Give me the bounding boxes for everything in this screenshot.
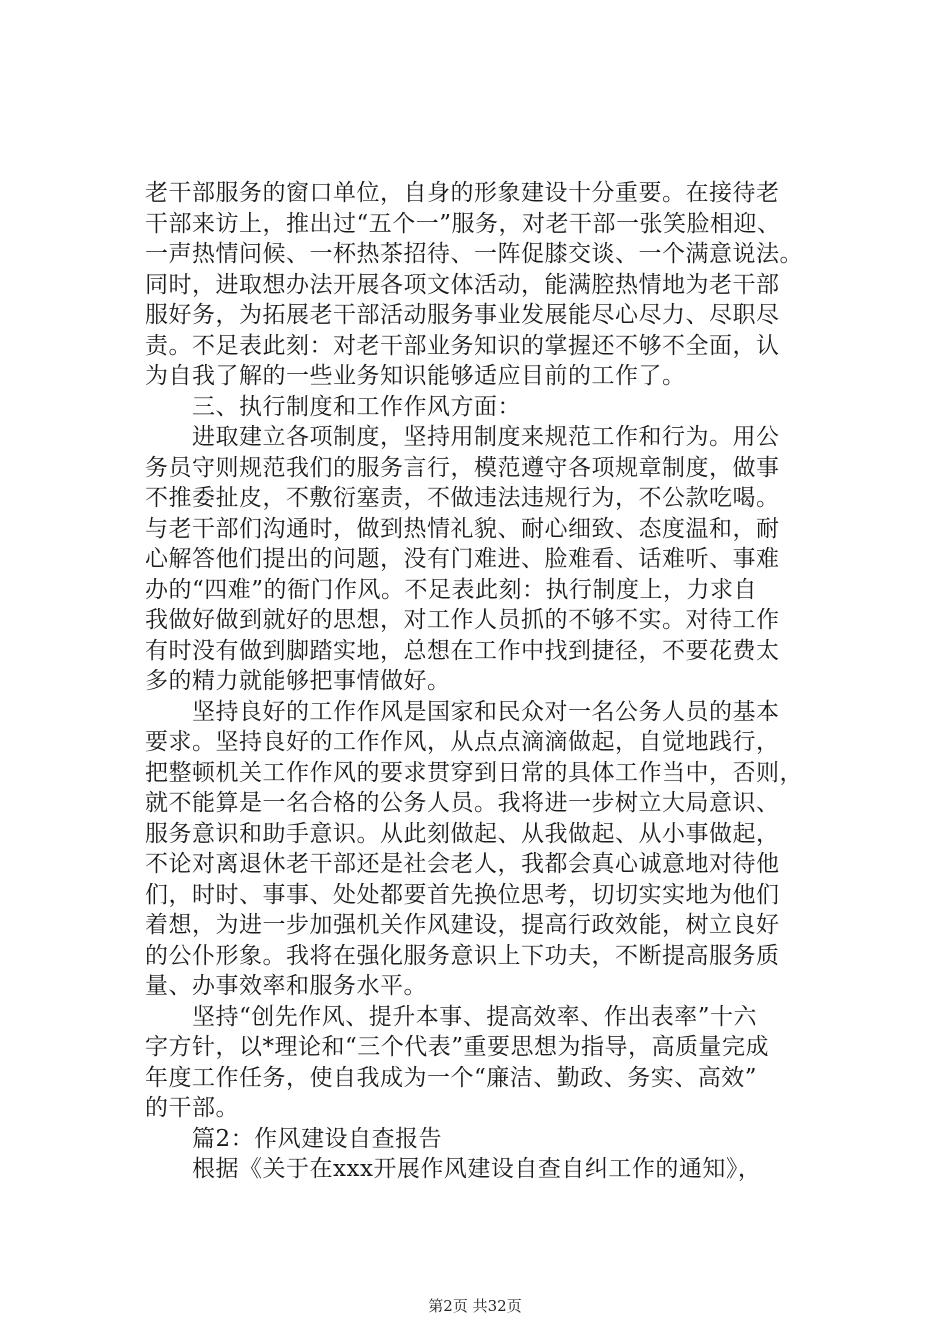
text-line: 多的精力就能够把事情做好。	[145, 668, 451, 694]
text-line: 坚持良好的工作作风是国家和民众对一名公务人员的基本	[145, 698, 780, 725]
text-line: 就不能算是一名合格的公务人员。我将进一步树立大局意识、	[145, 790, 780, 816]
text-line: 根据《关于在xxx开展作风建设自查自纠工作的通知》，	[145, 1156, 762, 1182]
page-footer: 第2页 共32页	[428, 1297, 522, 1315]
text-line: 与老干部们沟通时，做到热情礼貌、耐心细致、态度温和，耐	[145, 515, 780, 542]
text-line: 服好务，为拓展老干部活动服务事业发展能尽心尽力、尽职尽	[145, 302, 780, 328]
text-line: 责。不足表此刻：对老干部业务知识的掌握还不够不全面，认	[145, 332, 780, 359]
text-line: 一声热情问候、一杯热茶招待、一阵促膝交谈、一个满意说法。	[145, 241, 803, 267]
text-line: 量、办事效率和服务水平。	[145, 973, 427, 999]
text-line: 不推委扯皮，不敷衍塞责，不做违法违规行为，不公款吃喝。	[145, 485, 780, 511]
text-line: 务员守则规范我们的服务言行，模范遵守各项规章制度，做事	[145, 454, 780, 481]
text-line: 干部来访上，推出过“五个一”服务，对老干部一张笑脸相迎、	[145, 210, 781, 237]
text-line: 我做好做到就好的思想，对工作人员抓的不够不实。对待工作	[145, 607, 780, 633]
text-line: 办的“四难”的衙门作风。不足表此刻：执行制度上，力求自	[145, 576, 758, 603]
text-line: 有时没有做到脚踏实地，总想在工作中找到捷径，不要花费太	[145, 637, 780, 664]
text-line: 把整顿机关工作作风的要求贯穿到日常的具体工作当中，否则，	[145, 759, 803, 786]
text-line: 字方针，以*理论和“三个代表”重要思想为指导，高质量完成	[145, 1034, 770, 1060]
text-line: 同时，进取想办法开展各项文体活动，能满腔热情地为老干部	[145, 271, 780, 298]
text-line: 们，时时、事事、处处都要首先换位思考，切切实实地为他们	[145, 881, 780, 908]
text-line: 为自我了解的一些业务知识能够适应目前的工作了。	[145, 363, 686, 389]
text-line: 不论对离退休老干部还是社会老人，我都会真心诚意地对待他	[145, 851, 780, 877]
text-line: 篇2：作风建设自查报告	[145, 1125, 443, 1152]
text-line: 老干部服务的窗口单位，自身的形象建设十分重要。在接待老	[145, 180, 780, 206]
text-line: 的干部。	[145, 1095, 239, 1121]
text-line: 三、执行制度和工作作风方面：	[145, 393, 521, 420]
text-line: 着想，为进一步加强机关作风建设，提高行政效能，树立良好	[145, 912, 780, 938]
text-line: 的公仆形象。我将在强化服务意识上下功夫，不断提高服务质	[145, 942, 780, 969]
text-line: 心解答他们提出的问题，没有门难进、脸难看、话难听、事难	[145, 546, 780, 572]
text-line: 进取建立各项制度，坚持用制度来规范工作和行为。用公	[145, 424, 780, 450]
text-line: 年度工作任务，使自我成为一个“廉洁、勤政、务实、高效”	[145, 1064, 758, 1091]
text-line: 要求。坚持良好的工作作风，从点点滴滴做起，自觉地践行，	[145, 729, 780, 755]
text-line: 服务意识和助手意识。从此刻做起、从我做起、从小事做起，	[145, 820, 780, 847]
text-line: 坚持“创先作风、提升本事、提高效率、作出表率”十六	[145, 1003, 758, 1030]
